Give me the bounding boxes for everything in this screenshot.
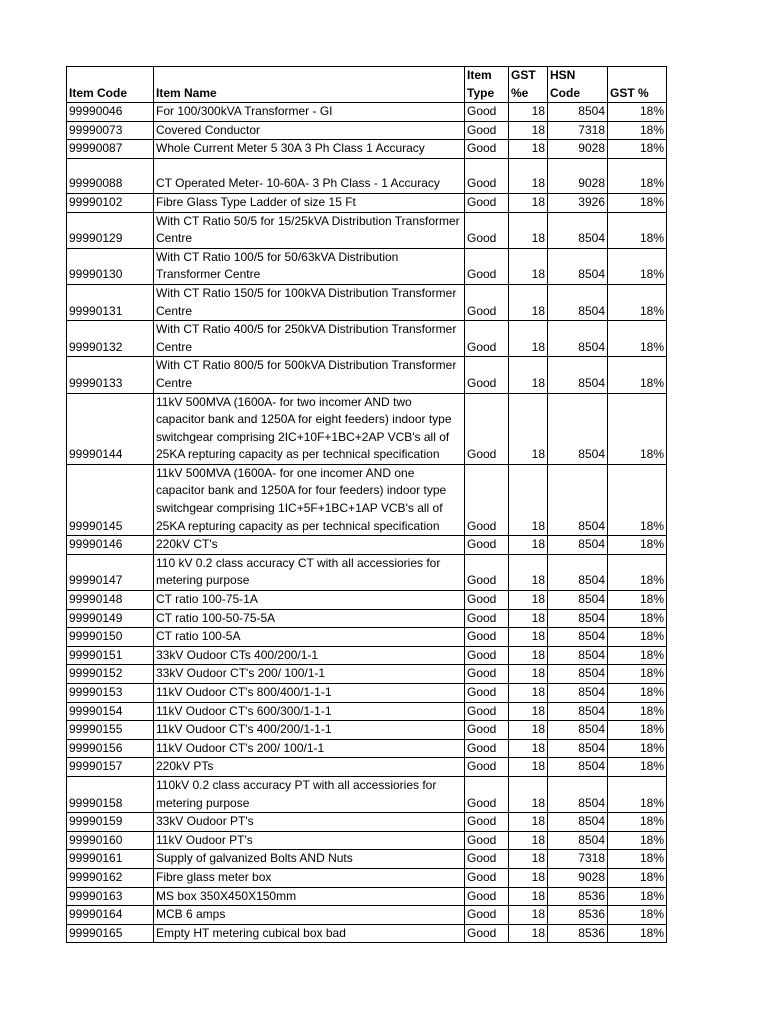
table-row [67, 721, 667, 740]
item-type-cell: Good [465, 464, 509, 535]
table-row [67, 702, 667, 721]
item-type-cell: Good [465, 193, 509, 212]
item-type-cell: Good [465, 850, 509, 869]
gst-percent-cell: 18% [608, 684, 667, 703]
item-name-cell: 33kV Oudoor CTs 400/200/1-1 [154, 646, 465, 665]
header-item-name: Item Name [154, 67, 465, 103]
table-row [67, 393, 667, 464]
item-name-cell: Fibre Glass Type Ladder of size 15 Ft [154, 193, 465, 212]
item-code-cell: 99990164 [67, 906, 154, 925]
item-type-cell: Good [465, 158, 509, 193]
item-code-cell: 99990157 [67, 758, 154, 777]
table-row [67, 684, 667, 703]
item-name-cell: CT Operated Meter- 10-60A- 3 Ph Class - 1 Accuracy [154, 158, 465, 193]
hsn-code-cell: 8536 [548, 887, 608, 906]
gst-percent-cell: 18% [608, 357, 667, 393]
table-row [67, 646, 667, 665]
hsn-code-cell: 8504 [548, 702, 608, 721]
header-item-type: Item Type [465, 67, 509, 103]
gst-cell: 18 [509, 321, 548, 357]
gst-cell: 18 [509, 158, 548, 193]
item-name-cell: Fibre glass meter box [154, 868, 465, 887]
item-type-cell: Good [465, 887, 509, 906]
hsn-code-cell: 8504 [548, 758, 608, 777]
gst-cell: 18 [509, 591, 548, 610]
item-name-cell: 11kV Oudoor CT's 200/ 100/1-1 [154, 739, 465, 758]
item-code-cell: 99990153 [67, 684, 154, 703]
item-code-cell: 99990163 [67, 887, 154, 906]
gst-cell: 18 [509, 924, 548, 943]
gst-cell: 18 [509, 609, 548, 628]
item-type-cell: Good [465, 121, 509, 140]
item-type-cell: Good [465, 591, 509, 610]
item-name-cell: CT ratio 100-75-1A [154, 591, 465, 610]
item-name-cell: With CT Ratio 150/5 for 100kVA Distribution Transformer Centre [154, 284, 465, 320]
item-name-cell: MCB 6 amps [154, 906, 465, 925]
table-row [67, 193, 667, 212]
hsn-code-cell: 7318 [548, 850, 608, 869]
hsn-code-cell: 8536 [548, 924, 608, 943]
item-type-cell: Good [465, 393, 509, 464]
table-row [67, 868, 667, 887]
item-type-cell: Good [465, 357, 509, 393]
item-name-cell: 33kV Oudoor PT's [154, 813, 465, 832]
item-name-cell: CT ratio 100-50-75-5A [154, 609, 465, 628]
item-name-cell: 11kV Oudoor CT's 600/300/1-1-1 [154, 702, 465, 721]
gst-percent-cell: 18% [608, 103, 667, 122]
item-name-cell: 11kV 500MVA (1600A- for two incomer AND two capacitor bank and 1250A for eight feeders) indoor type switchgear comprising 2IC+10F+1BC+2AP VCB's all of 25KA repturing capacity as per technical specification [154, 393, 465, 464]
table-row [67, 813, 667, 832]
gst-percent-cell: 18% [608, 158, 667, 193]
item-type-cell: Good [465, 924, 509, 943]
hsn-code-cell: 8536 [548, 906, 608, 925]
hsn-code-cell: 8504 [548, 536, 608, 555]
gst-percent-cell: 18% [608, 831, 667, 850]
item-name-cell: 110kV 0.2 class accuracy PT with all accessiories for metering purpose [154, 776, 465, 812]
table-row [67, 924, 667, 943]
item-name-cell: 11kV Oudoor CT's 800/400/1-1-1 [154, 684, 465, 703]
hsn-code-cell: 8504 [548, 284, 608, 320]
item-name-cell: For 100/300kVA Transformer - GI [154, 103, 465, 122]
item-name-cell: 110 kV 0.2 class accuracy CT with all accessiories for metering purpose [154, 554, 465, 590]
item-code-cell: 99990088 [67, 158, 154, 193]
table-row [67, 831, 667, 850]
gst-cell: 18 [509, 464, 548, 535]
hsn-code-cell: 8504 [548, 321, 608, 357]
item-type-cell: Good [465, 103, 509, 122]
gst-cell: 18 [509, 721, 548, 740]
item-code-cell: 99990150 [67, 628, 154, 647]
table-row [67, 121, 667, 140]
gst-percent-cell: 18% [608, 536, 667, 555]
item-code-cell: 99990148 [67, 591, 154, 610]
item-name-cell: With CT Ratio 50/5 for 15/25kVA Distribution Transformer Centre [154, 212, 465, 248]
item-name-cell: With CT Ratio 800/5 for 500kVA Distribution Transformer Centre [154, 357, 465, 393]
gst-cell: 18 [509, 103, 548, 122]
gst-cell: 18 [509, 684, 548, 703]
gst-percent-cell: 18% [608, 193, 667, 212]
gst-percent-cell: 18% [608, 140, 667, 159]
gst-percent-cell: 18% [608, 321, 667, 357]
gst-percent-cell: 18% [608, 924, 667, 943]
gst-percent-cell: 18% [608, 609, 667, 628]
table-row [67, 609, 667, 628]
item-name-cell: With CT Ratio 400/5 for 250kVA Distribution Transformer Centre [154, 321, 465, 357]
item-type-cell: Good [465, 739, 509, 758]
table-row [67, 212, 667, 248]
gst-cell: 18 [509, 393, 548, 464]
gst-percent-cell: 18% [608, 248, 667, 284]
gst-percent-cell: 18% [608, 121, 667, 140]
item-type-cell: Good [465, 212, 509, 248]
item-code-cell: 99990155 [67, 721, 154, 740]
item-type-cell: Good [465, 140, 509, 159]
hsn-code-cell: 8504 [548, 554, 608, 590]
item-type-cell: Good [465, 776, 509, 812]
table-row [67, 464, 667, 535]
gst-cell: 18 [509, 868, 548, 887]
gst-cell: 18 [509, 212, 548, 248]
table-row [67, 665, 667, 684]
table-row [67, 776, 667, 812]
item-name-cell: CT ratio 100-5A [154, 628, 465, 647]
gst-percent-cell: 18% [608, 393, 667, 464]
gst-cell: 18 [509, 813, 548, 832]
gst-percent-cell: 18% [608, 646, 667, 665]
item-type-cell: Good [465, 868, 509, 887]
table-row [67, 739, 667, 758]
gst-cell: 18 [509, 248, 548, 284]
gst-cell: 18 [509, 284, 548, 320]
gst-cell: 18 [509, 906, 548, 925]
gst-cell: 18 [509, 758, 548, 777]
item-name-cell: 220kV CT's [154, 536, 465, 555]
hsn-code-cell: 8504 [548, 628, 608, 647]
gst-cell: 18 [509, 702, 548, 721]
gst-percent-cell: 18% [608, 665, 667, 684]
item-type-cell: Good [465, 906, 509, 925]
item-code-cell: 99990131 [67, 284, 154, 320]
header-hsn-code: HSN Code [548, 67, 608, 103]
item-type-cell: Good [465, 321, 509, 357]
item-type-cell: Good [465, 248, 509, 284]
gst-cell: 18 [509, 739, 548, 758]
gst-percent-cell: 18% [608, 212, 667, 248]
item-code-cell: 99990046 [67, 103, 154, 122]
item-type-cell: Good [465, 646, 509, 665]
header-gst-percent: GST % [608, 67, 667, 103]
gst-percent-cell: 18% [608, 702, 667, 721]
item-type-cell: Good [465, 665, 509, 684]
item-code-cell: 99990087 [67, 140, 154, 159]
hsn-code-cell: 9028 [548, 158, 608, 193]
hsn-code-cell: 8504 [548, 609, 608, 628]
item-code-cell: 99990161 [67, 850, 154, 869]
table-row [67, 591, 667, 610]
gst-percent-cell: 18% [608, 591, 667, 610]
table-row [67, 140, 667, 159]
item-name-cell: 11kV 500MVA (1600A- for one incomer AND one capacitor bank and 1250A for four feeders) indoor type switchgear comprising 1IC+5F+1BC+1AP VCB's all of 25KA repturing capacity as per technical specification [154, 464, 465, 535]
gst-cell: 18 [509, 665, 548, 684]
table-row [67, 536, 667, 555]
gst-percent-cell: 18% [608, 464, 667, 535]
gst-percent-cell: 18% [608, 850, 667, 869]
table-row [67, 357, 667, 393]
item-name-cell: Empty HT metering cubical box bad [154, 924, 465, 943]
item-code-cell: 99990145 [67, 464, 154, 535]
gst-percent-cell: 18% [608, 906, 667, 925]
item-type-cell: Good [465, 684, 509, 703]
item-code-cell: 99990151 [67, 646, 154, 665]
item-code-cell: 99990152 [67, 665, 154, 684]
item-type-cell: Good [465, 609, 509, 628]
item-code-cell: 99990073 [67, 121, 154, 140]
table-row [67, 887, 667, 906]
gst-cell: 18 [509, 646, 548, 665]
hsn-code-cell: 3926 [548, 193, 608, 212]
gst-cell: 18 [509, 628, 548, 647]
item-name-cell: Supply of galvanized Bolts AND Nuts [154, 850, 465, 869]
table-body [67, 103, 667, 943]
hsn-code-cell: 8504 [548, 813, 608, 832]
item-name-cell: Whole Current Meter 5 30A 3 Ph Class 1 Accuracy [154, 140, 465, 159]
header-item-code: Item Code [67, 67, 154, 103]
item-code-cell: 99990149 [67, 609, 154, 628]
gst-cell: 18 [509, 193, 548, 212]
item-code-cell: 99990165 [67, 924, 154, 943]
table-row [67, 158, 667, 193]
item-name-cell: 11kV Oudoor CT's 400/200/1-1-1 [154, 721, 465, 740]
header-row [67, 67, 667, 103]
hsn-code-cell: 8504 [548, 776, 608, 812]
item-code-cell: 99990133 [67, 357, 154, 393]
gst-percent-cell: 18% [608, 739, 667, 758]
gst-percent-cell: 18% [608, 554, 667, 590]
hsn-code-cell: 8504 [548, 248, 608, 284]
item-name-cell: 11kV Oudoor PT's [154, 831, 465, 850]
item-code-cell: 99990129 [67, 212, 154, 248]
hsn-code-cell: 8504 [548, 739, 608, 758]
gst-percent-cell: 18% [608, 868, 667, 887]
hsn-code-cell: 8504 [548, 464, 608, 535]
item-code-cell: 99990146 [67, 536, 154, 555]
item-code-cell: 99990154 [67, 702, 154, 721]
table-row [67, 628, 667, 647]
hsn-code-cell: 8504 [548, 831, 608, 850]
item-name-cell: Covered Conductor [154, 121, 465, 140]
hsn-code-cell: 8504 [548, 721, 608, 740]
item-type-cell: Good [465, 536, 509, 555]
gst-percent-cell: 18% [608, 813, 667, 832]
item-code-cell: 99990162 [67, 868, 154, 887]
hsn-code-cell: 8504 [548, 212, 608, 248]
item-name-cell: With CT Ratio 100/5 for 50/63kVA Distribution Transformer Centre [154, 248, 465, 284]
hsn-code-cell: 8504 [548, 393, 608, 464]
item-code-cell: 99990132 [67, 321, 154, 357]
gst-percent-cell: 18% [608, 758, 667, 777]
hsn-code-cell: 8504 [548, 646, 608, 665]
gst-cell: 18 [509, 831, 548, 850]
item-type-cell: Good [465, 554, 509, 590]
hsn-code-cell: 9028 [548, 868, 608, 887]
hsn-code-cell: 8504 [548, 684, 608, 703]
gst-percent-cell: 18% [608, 887, 667, 906]
table-row [67, 758, 667, 777]
hsn-code-cell: 8504 [548, 357, 608, 393]
hsn-code-cell: 8504 [548, 591, 608, 610]
table-row [67, 321, 667, 357]
item-code-cell: 99990156 [67, 739, 154, 758]
table-row [67, 850, 667, 869]
hsn-code-cell: 8504 [548, 665, 608, 684]
item-name-cell: MS box 350X450X150mm [154, 887, 465, 906]
gst-cell: 18 [509, 776, 548, 812]
item-type-cell: Good [465, 758, 509, 777]
item-code-cell: 99990130 [67, 248, 154, 284]
gst-cell: 18 [509, 536, 548, 555]
gst-percent-cell: 18% [608, 628, 667, 647]
gst-percent-cell: 18% [608, 284, 667, 320]
item-code-cell: 99990102 [67, 193, 154, 212]
item-code-cell: 99990159 [67, 813, 154, 832]
header-gst: GST %e [509, 67, 548, 103]
item-type-cell: Good [465, 628, 509, 647]
gst-cell: 18 [509, 357, 548, 393]
hsn-code-cell: 8504 [548, 103, 608, 122]
table-row [67, 248, 667, 284]
item-type-cell: Good [465, 702, 509, 721]
gst-cell: 18 [509, 887, 548, 906]
item-table [66, 66, 667, 943]
gst-cell: 18 [509, 850, 548, 869]
item-code-cell: 99990147 [67, 554, 154, 590]
table-row [67, 554, 667, 590]
hsn-code-cell: 9028 [548, 140, 608, 159]
item-type-cell: Good [465, 831, 509, 850]
item-code-cell: 99990158 [67, 776, 154, 812]
table-row [67, 103, 667, 122]
gst-percent-cell: 18% [608, 776, 667, 812]
item-type-cell: Good [465, 813, 509, 832]
item-type-cell: Good [465, 284, 509, 320]
table-row [67, 284, 667, 320]
hsn-code-cell: 7318 [548, 121, 608, 140]
gst-cell: 18 [509, 121, 548, 140]
gst-percent-cell: 18% [608, 721, 667, 740]
item-code-cell: 99990144 [67, 393, 154, 464]
item-name-cell: 33kV Oudoor CT's 200/ 100/1-1 [154, 665, 465, 684]
item-type-cell: Good [465, 721, 509, 740]
item-code-cell: 99990160 [67, 831, 154, 850]
table-row [67, 906, 667, 925]
item-name-cell: 220kV PTs [154, 758, 465, 777]
gst-cell: 18 [509, 140, 548, 159]
gst-cell: 18 [509, 554, 548, 590]
